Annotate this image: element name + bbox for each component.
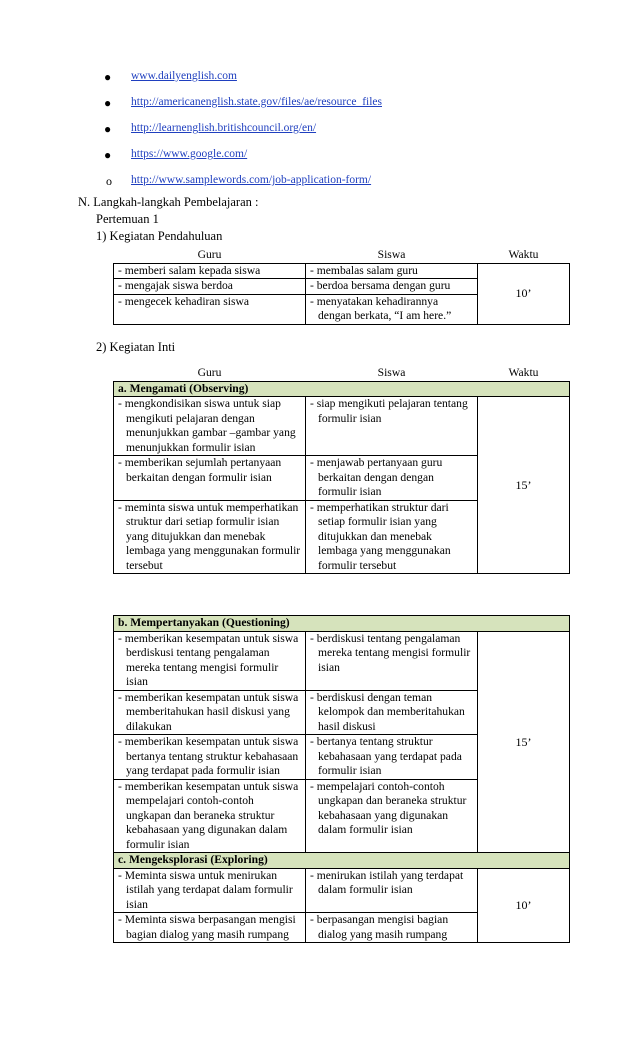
- phase-exploring: c. Mengeksplorasi (Exploring): [114, 853, 570, 869]
- siswa-text: - menirukan istilah yang terdapat dalam formulir isian: [310, 868, 464, 896]
- phase-questioning: b. Mempertanyakan (Questioning): [114, 616, 570, 632]
- siswa-text: - menyatakan kehadirannya dengan berkata, “I am here.”: [310, 294, 452, 322]
- header-guru: Guru: [114, 248, 306, 263]
- siswa-text: - berdiskusi dengan teman kelompok dan memberitahukan hasil diskusi: [310, 690, 465, 733]
- intro-activity-label: 1) Kegiatan Pendahuluan: [96, 229, 223, 243]
- core-activity-label: 2) Kegiatan Inti: [96, 340, 176, 354]
- table-row: [114, 868, 570, 913]
- guru-text: - Meminta siswa berpasangan mengisi bagian dialog yang masih rumpang: [118, 913, 296, 941]
- header-waktu: Waktu: [478, 248, 570, 263]
- section-heading: N. Langkah-langkah Pembelajaran :: [78, 195, 259, 209]
- resource-link[interactable]: http://americanenglish.state.gov/files/ae/resource_files: [131, 96, 382, 108]
- bullet-icon: ●: [104, 96, 112, 110]
- resource-link[interactable]: www.dailyenglish.com: [131, 70, 237, 82]
- phase-row: [114, 381, 570, 397]
- table-row: [114, 397, 570, 456]
- table-row: [114, 263, 570, 279]
- siswa-text: - berdiskusi tentang pengalaman mereka tentang mengisi formulir isian: [310, 631, 471, 674]
- guru-text: - memberikan sejumlah pertanyaan berkaitan dengan formulir isian: [118, 456, 282, 484]
- siswa-text: - berpasangan mengisi bagian dialog yang masih rumpang: [310, 913, 449, 941]
- siswa-cell: [306, 294, 478, 324]
- bullet-icon: ●: [104, 70, 112, 84]
- time-cell: 15’: [478, 631, 570, 853]
- guru-text: - memberikan kesempatan untuk siswa memberitahukan hasil diskusi yang dilakukan: [118, 690, 299, 733]
- phase-row: [114, 853, 570, 869]
- siswa-text: - menjawab pertanyaan guru berkaitan dengan dengan formulir isian: [310, 456, 443, 498]
- meeting-label: Pertemuan 1: [96, 212, 159, 226]
- time-cell: 15’: [478, 397, 570, 574]
- time-cell: 10’: [478, 263, 570, 324]
- core-activity-table-observing: [113, 366, 570, 574]
- guru-text: - memberikan kesempatan untuk siswa berdiskusi tentang pengalaman mereka tentang mengisi formulir isian: [118, 631, 299, 688]
- phase-row: [114, 616, 570, 632]
- time-cell: 10’: [478, 868, 570, 943]
- resource-link[interactable]: https://www.google.com/: [131, 148, 248, 160]
- header-guru: Guru: [114, 366, 306, 381]
- guru-text: - meminta siswa untuk memperhatikan struktur dari setiap formulir isian yang ditujukkan dan menebak lembaga yang menggunakan formulir tersebut: [118, 500, 301, 572]
- resource-link[interactable]: http://www.samplewords.com/job-application-form/: [131, 174, 372, 186]
- core-activity-table-questioning-exploring: [113, 615, 570, 943]
- siswa-cell: - berdoa bersama dengan guru: [306, 279, 478, 295]
- guru-text: - mengkondisikan siswa untuk siap mengikuti pelajaran dengan menunjukkan gambar –gambar yang menunjukkan formulir isian: [118, 397, 296, 454]
- siswa-text: - mempelajari contoh-contoh ungkapan dan beraneka struktur kebahasaan yang digunakan dalam formulir isian: [310, 779, 467, 836]
- table-row: [114, 631, 570, 690]
- siswa-text: - bertanya tentang struktur kebahasaan yang terdapat pada formulir isian: [310, 735, 462, 777]
- guru-text: - memberikan kesempatan untuk siswa bertanya tentang struktur kebahasaan yang terdapat pada formulir isian: [118, 735, 299, 777]
- siswa-text: - siap mengikuti pelajaran tentang formulir isian: [310, 397, 468, 425]
- guru-cell: - mengecek kehadiran siswa: [114, 294, 306, 324]
- guru-cell: - memberi salam kepada siswa: [114, 263, 306, 279]
- header-siswa: Siswa: [306, 248, 478, 263]
- guru-text: - memberikan kesempatan untuk siswa mempelajari contoh-contoh ungkapan dan beraneka struktur kebahasaan yang digunakan dalam formulir isian: [118, 779, 299, 851]
- header-siswa: Siswa: [306, 366, 478, 381]
- resource-link[interactable]: http://learnenglish.britishcouncil.org/en/: [131, 122, 317, 134]
- bullet-icon: ●: [104, 148, 112, 162]
- intro-activity-table: [113, 248, 570, 325]
- header-waktu: Waktu: [478, 366, 570, 381]
- siswa-text: - memperhatikan struktur dari setiap formulir isian yang ditujukkan dan menebak lembaga yang menggunakan formulir tersebut: [310, 500, 451, 572]
- bullet-icon: o: [106, 174, 112, 188]
- phase-observing: a. Mengamati (Observing): [114, 381, 570, 397]
- guru-text: - Meminta siswa untuk menirukan istilah yang terdapat dalam formulir isian: [118, 868, 293, 911]
- siswa-cell: - membalas salam guru: [306, 263, 478, 279]
- bullet-icon: ●: [104, 122, 112, 136]
- guru-cell: - mengajak siswa berdoa: [114, 279, 306, 295]
